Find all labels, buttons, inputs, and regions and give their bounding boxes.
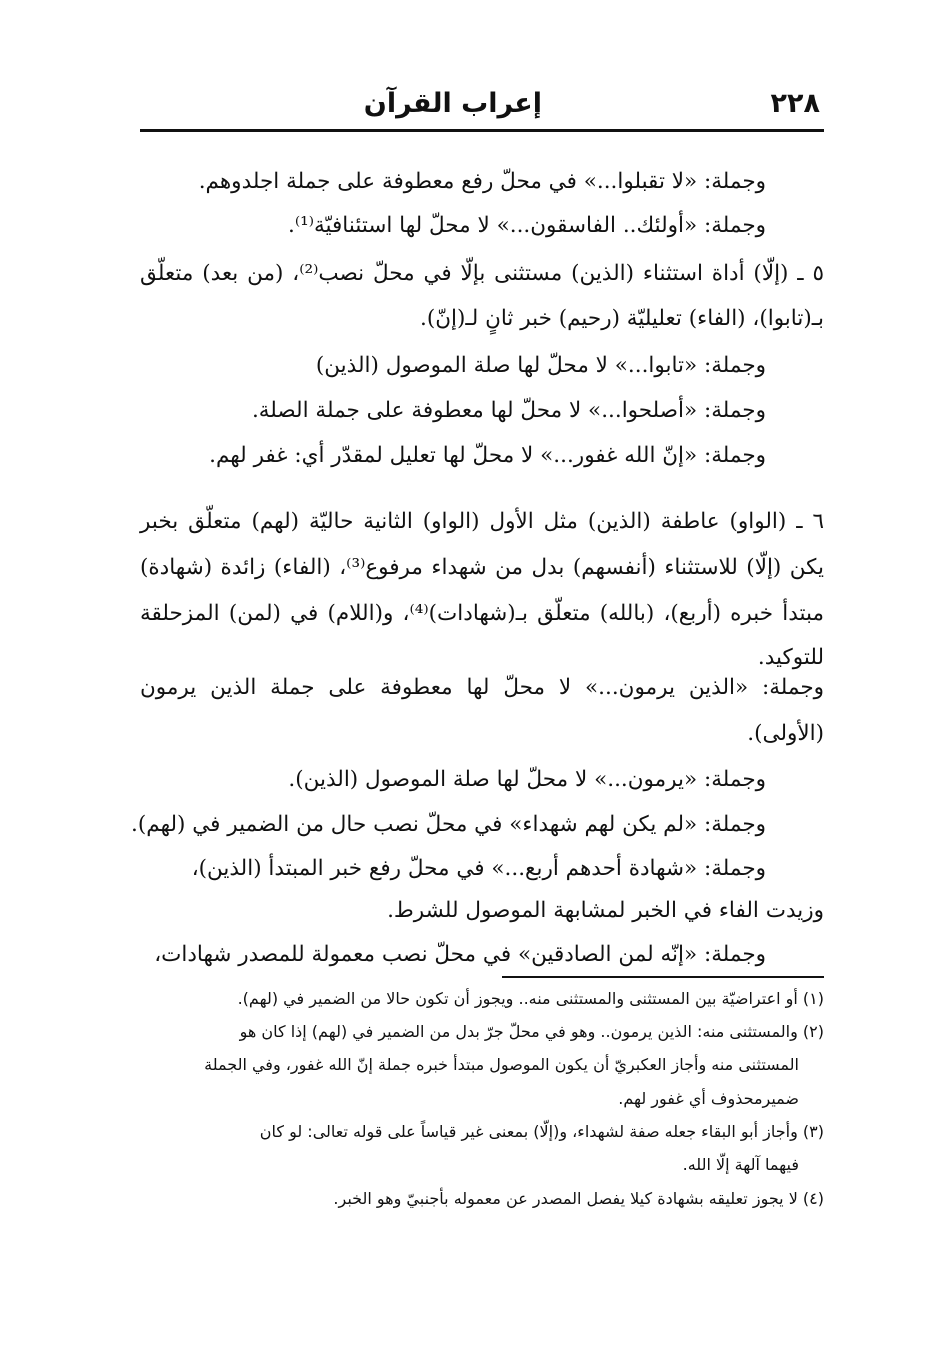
text-line: وزيدت الفاء في الخبر لمشابهة الموصول للشرط.	[387, 898, 824, 923]
footnote-4: (٤) لا يجوز تعليقه بشهادة كيلا يفصل المصدر عن معموله بأجنبيّ وهو الخبر.	[333, 1189, 824, 1208]
text-line: وجملة: «إنّه لمن الصادقين» في محلّ نصب معمولة للمصدر شهادات،	[154, 942, 766, 967]
text-line: وجملة: «أولئك.. الفاسقون...» لا محلّ لها استئنافيّة⁽¹⁾.	[287, 213, 766, 238]
footnote-2: (٢) والمستثنى منه: الذين يرمون.. وهو في محلّ جرّ بدل من الضمير في (لهم) إذا كان هو	[239, 1022, 824, 1041]
text-line: بـ(تابوا)، (الفاء) تعليليّة (رحيم) خبر ثانٍ لـ(إنّ).	[420, 306, 824, 331]
text-line: وجملة: «لا تقبلوا...» في محلّ رفع معطوفة على جملة اجلدوهم.	[198, 169, 766, 194]
footnote-2-cont: المستثنى منه وأجاز العكبريّ أن يكون الموصول مبتدأ خبره جملة إنّ الله غفور، وفي الجملة	[204, 1055, 799, 1074]
text-line: للتوكيد.	[757, 645, 824, 670]
header-rule	[140, 129, 824, 132]
footnote-2-cont: ضميرمحذوف أي غفور لهم.	[618, 1089, 799, 1108]
text-line: ٦ ـ (الواو) عاطفة (الذين) مثل الأول (الواو) الثانية حاليّة (لهم) متعلّق بخبر	[140, 509, 824, 534]
text-line: وجملة: «يرمون...» لا محلّ لها صلة الموصول (الذين).	[288, 767, 766, 792]
footnote-3: (٣) وأجاز أبو البقاء جعله صفة لشهداء، و(إلّا) بمعنى غير قياساً على قوله تعالى: لو كان	[259, 1122, 824, 1141]
text-line: يكن (إلّا) للاستثناء (أنفسهم) بدل من شهداء مرفوع⁽³⁾، (الفاء) زائدة (شهادة)	[140, 555, 824, 580]
text-line: ٥ ـ (إلّا) أداة استثناء (الذين) مستثنى بإلّا في محلّ نصب⁽²⁾، (من بعد) متعلّق	[140, 261, 824, 286]
book-title: إعراب القرآن	[363, 88, 542, 119]
running-header	[140, 82, 824, 124]
text-line: (الأولى).	[747, 721, 824, 746]
text-line: وجملة: «تابوا...» لا محلّ لها صلة الموصول (الذين)	[315, 353, 766, 378]
footnote-rule	[502, 976, 824, 978]
page-number: ٢٢٨	[770, 88, 820, 119]
footnote-1: (١) أو اعتراضيّة بين المستثنى والمستثنى منه.. ويجوز أن تكون حالا من الضمير في (لهم).	[237, 989, 824, 1008]
footnote-3-cont: فيهما آلهة إلّا الله.	[682, 1155, 799, 1174]
text-line: وجملة: «أصلحوا...» لا محلّ لها معطوفة على جملة الصلة.	[251, 398, 766, 423]
text-line: وجملة: «لم يكن لهم شهداء» في محلّ نصب حال من الضمير في (لهم).	[131, 812, 766, 837]
text-line: مبتدأ خبره (أربع)، (بالله) متعلّق بـ(شهادات)⁽⁴⁾، و(اللام) في (لمن) المزحلقة	[140, 601, 825, 626]
text-line: وجملة: «الذين يرمون...» لا محلّ لها معطوفة على جملة الذين يرمون	[140, 675, 824, 700]
text-line: وجملة: «إنّ الله غفور...» لا محلّ لها تعليل لمقدّر أي: غفر لهم.	[209, 443, 766, 468]
text-line: وجملة: «شهادة أحدهم أربع...» في محلّ رفع خبر المبتدأ (الذين)،	[191, 856, 766, 881]
